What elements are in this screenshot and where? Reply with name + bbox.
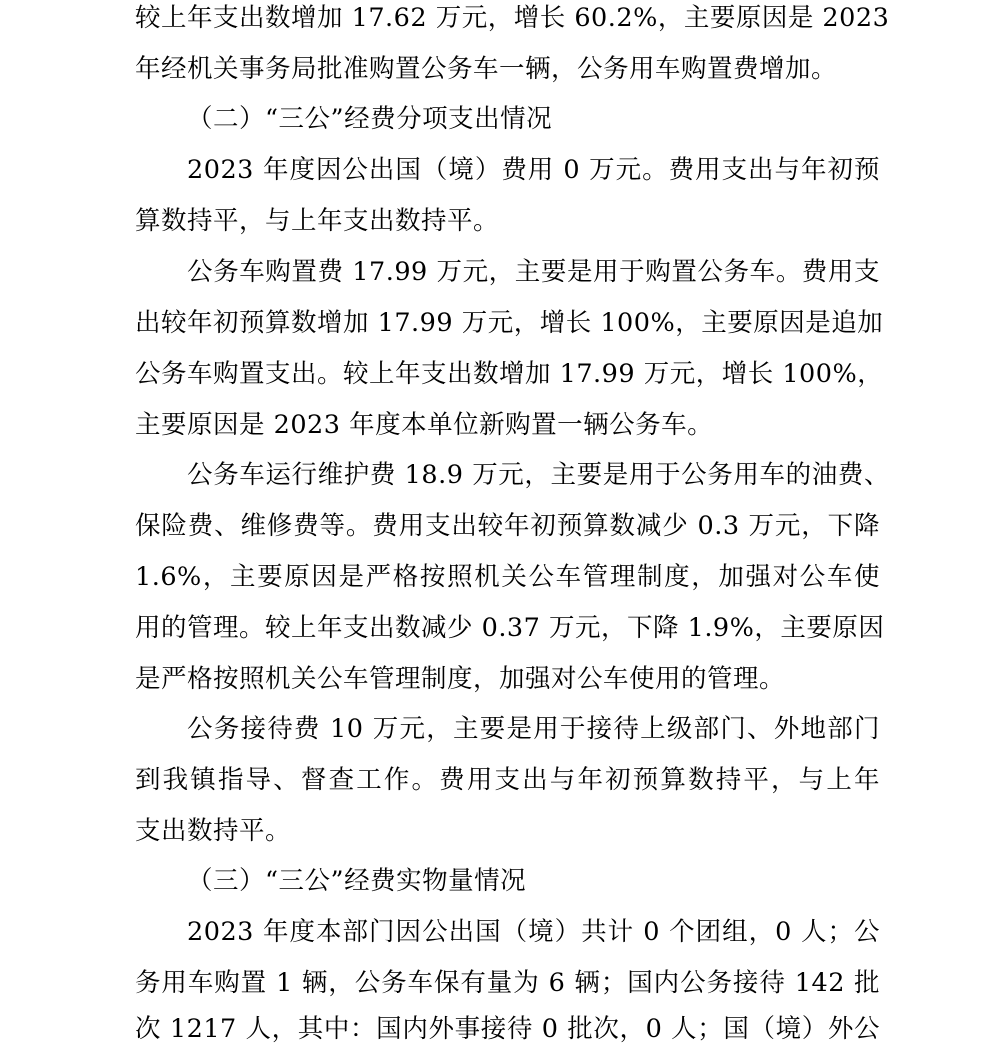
paragraph-line: 年经机关事务局批准购置公务车一辆，公务用车购置费增加。 xyxy=(135,54,838,84)
paragraph-line: 到我镇指导、督查工作。费用支出与年初预算数持平，与上年 xyxy=(135,765,880,795)
paragraph-line: 务用车购置 1 辆，公务车保有量为 6 辆；国内公务接待 142 批 xyxy=(135,968,880,998)
paragraph-line: 算数持平，与上年支出数持平。 xyxy=(135,206,500,236)
paragraph-line: 保险费、维修费等。费用支出较年初预算数减少 0.3 万元，下降 xyxy=(135,511,880,541)
paragraph-line: 主要原因是 2023 年度本单位新购置一辆公务车。 xyxy=(135,410,714,440)
paragraph-line: 用的管理。较上年支出数减少 0.37 万元，下降 1.9%，主要原因 xyxy=(135,613,885,643)
paragraph-line: 2023 年度因公出国（境）费用 0 万元。费用支出与年初预 xyxy=(187,155,880,185)
paragraph-line: 公务车购置费 17.99 万元，主要是用于购置公务车。费用支 xyxy=(187,257,880,287)
paragraph-line: 是严格按照机关公车管理制度，加强对公车使用的管理。 xyxy=(135,664,786,694)
paragraph-line: 公务车运行维护费 18.9 万元，主要是用于公务用车的油费、 xyxy=(187,460,890,490)
paragraph-line: 公务接待费 10 万元，主要是用于接待上级部门、外地部门 xyxy=(187,714,880,744)
paragraph-line: 支出数持平。 xyxy=(135,816,292,846)
paragraph-line: 次 1217 人，其中：国内外事接待 0 批次，0 人；国（境）外公 xyxy=(135,1014,880,1044)
paragraph-line: 出较年初预算数增加 17.99 万元，增长 100%，主要原因是追加 xyxy=(135,308,884,338)
paragraph-line: 1.6%，主要原因是严格按照机关公车管理制度，加强对公车使 xyxy=(135,562,880,592)
paragraph-line: 2023 年度本部门因公出国（境）共计 0 个团组，0 人；公 xyxy=(187,917,880,947)
paragraph-line: 公务车购置支出。较上年支出数增加 17.99 万元，增长 100%， xyxy=(135,359,884,389)
section-heading: （三）“三公”经费实物量情况 xyxy=(187,866,527,896)
paragraph-line: 较上年支出数增加 17.62 万元，增长 60.2%，主要原因是 2023 xyxy=(135,3,890,33)
section-heading: （二）“三公”经费分项支出情况 xyxy=(187,104,553,134)
